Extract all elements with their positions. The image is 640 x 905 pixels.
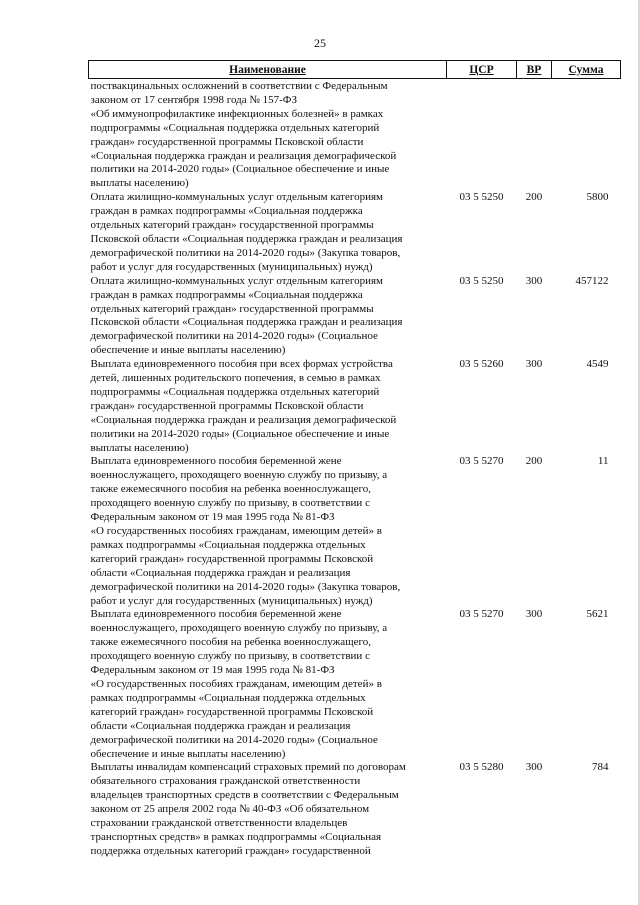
table-row bbox=[89, 761, 621, 858]
name-line: Федеральным законом от 19 мая 1995 года № 81-ФЗ bbox=[90, 664, 335, 677]
row-vr: 300 bbox=[525, 761, 543, 774]
name-line: граждан» государственной программы Псковской области bbox=[90, 399, 364, 412]
name-line: отдельных категорий граждан» государственной программы bbox=[90, 302, 374, 315]
header-csr: ЦСР bbox=[447, 61, 517, 79]
row-name bbox=[89, 79, 447, 192]
row-csr: 03 5 5270 bbox=[459, 455, 504, 468]
table-row bbox=[89, 455, 621, 608]
name-line: граждан в рамках подпрограммы «Социальная поддержка bbox=[90, 205, 363, 218]
row-name bbox=[89, 191, 447, 274]
name-line: Выплата единовременного пособия беременной жене bbox=[90, 608, 342, 621]
header-name: Наименование bbox=[89, 61, 447, 79]
table-row bbox=[89, 275, 621, 358]
row-name bbox=[89, 358, 447, 455]
name-line: категорий граждан» государственной программы Псковской bbox=[90, 705, 374, 718]
name-line: демографической политики на 2014-2020 годы» (Социальное bbox=[90, 330, 378, 343]
name-line: Псковской области «Социальная поддержка граждан и реализация bbox=[90, 232, 403, 245]
row-name bbox=[89, 455, 447, 608]
name-line: также ежемесячного пособия на ребенка военнослужащего, bbox=[90, 483, 371, 496]
row-sum: 4549 bbox=[586, 358, 609, 371]
row-sum: 457122 bbox=[575, 274, 609, 287]
row-name bbox=[89, 761, 447, 858]
row-vr: 200 bbox=[525, 191, 543, 204]
row-vr bbox=[517, 79, 552, 192]
name-line: подпрограммы «Социальная поддержка отдельных категорий bbox=[90, 121, 380, 134]
name-line: «О государственных пособиях гражданам, имеющим детей» в bbox=[90, 677, 382, 690]
name-line: Выплата единовременного пособия при всех формах устройства bbox=[90, 358, 393, 371]
row-vr: 300 bbox=[525, 358, 543, 371]
name-line: обеспечение и иные выплаты населению) bbox=[90, 344, 286, 357]
name-line: законом от 25 апреля 2002 года № 40-ФЗ «Об обязательном bbox=[90, 803, 370, 816]
name-line: «Об иммунопрофилактике инфекционных болезней» в рамках bbox=[90, 107, 384, 120]
name-line: «Социальная поддержка граждан и реализация демографической bbox=[90, 149, 397, 162]
name-line: демографической политики на 2014-2020 годы» (Закупка товаров, bbox=[90, 246, 401, 259]
name-line: также ежемесячного пособия на ребенка военнослужащего, bbox=[90, 636, 371, 649]
name-line: проходящего военную службу по призыву, в соответствии с bbox=[90, 497, 370, 510]
row-csr: 03 5 5260 bbox=[459, 358, 504, 371]
row-sum: 5621 bbox=[586, 608, 609, 621]
name-line: граждан в рамках подпрограммы «Социальная поддержка bbox=[90, 288, 363, 301]
row-sum: 5800 bbox=[586, 191, 609, 204]
name-line: поддержка отдельных категорий граждан» государственной bbox=[90, 844, 371, 857]
name-line: Выплата единовременного пособия беременной жене bbox=[90, 455, 342, 468]
name-line: страховании гражданской ответственности владельцев bbox=[90, 817, 348, 830]
name-line: рамках подпрограммы «Социальная поддержка отдельных bbox=[90, 691, 366, 704]
table-row bbox=[89, 358, 621, 455]
header-row bbox=[89, 61, 621, 79]
name-line: политики на 2014-2020 годы» (Социальное обеспечение и иные bbox=[90, 427, 390, 440]
name-line: Федеральным законом от 19 мая 1995 года № 81-ФЗ bbox=[90, 511, 335, 524]
header-vr: ВР bbox=[517, 61, 552, 79]
row-sum: 11 bbox=[597, 455, 609, 468]
page-number: 25 bbox=[314, 36, 326, 50]
row-csr: 03 5 5250 bbox=[459, 191, 504, 204]
table-row bbox=[89, 79, 621, 192]
name-line: работ и услуг для государственных (муниципальных) нужд) bbox=[90, 594, 373, 607]
table-row bbox=[89, 191, 621, 274]
name-line: военнослужащего, проходящего военную службу по призыву, а bbox=[90, 622, 388, 635]
name-line: области «Социальная поддержка граждан и реализация bbox=[90, 719, 351, 732]
name-line: транспортных средств» в рамках подпрограммы «Социальная bbox=[90, 830, 382, 843]
row-sum: 784 bbox=[592, 761, 609, 774]
row-vr: 300 bbox=[525, 274, 543, 287]
row-csr: 03 5 5270 bbox=[459, 608, 504, 621]
name-line: военнослужащего, проходящего военную службу по призыву, а bbox=[90, 469, 388, 482]
header-sum: Сумма bbox=[552, 61, 621, 79]
name-line: «Социальная поддержка граждан и реализация демографической bbox=[90, 413, 397, 426]
name-line: работ и услуг для государственных (муниципальных) нужд) bbox=[90, 260, 373, 273]
name-line: Псковской области «Социальная поддержка граждан и реализация bbox=[90, 316, 403, 329]
row-sum bbox=[552, 79, 621, 192]
name-line: категорий граждан» государственной программы Псковской bbox=[90, 552, 374, 565]
name-line: демографической политики на 2014-2020 годы» (Закупка товаров, bbox=[90, 580, 401, 593]
name-line: Выплаты инвалидам компенсаций страховых премий по договорам bbox=[90, 761, 406, 774]
row-csr: 03 5 5250 bbox=[459, 274, 504, 287]
name-line: поствакцинальных осложнений в соответствии с Федеральным bbox=[90, 80, 388, 92]
row-vr: 200 bbox=[525, 455, 543, 468]
row-name bbox=[89, 275, 447, 358]
row-csr bbox=[447, 79, 517, 192]
name-line: детей, лишенных родительского попечения, в семью в рамках bbox=[90, 372, 381, 385]
budget-table bbox=[88, 60, 621, 859]
name-line: политики на 2014-2020 годы» (Социальное обеспечение и иные bbox=[90, 163, 390, 176]
row-name bbox=[89, 608, 447, 761]
name-line: рамках подпрограммы «Социальная поддержка отдельных bbox=[90, 538, 366, 551]
table-row bbox=[89, 608, 621, 761]
name-line: «О государственных пособиях гражданам, имеющим детей» в bbox=[90, 525, 382, 537]
name-line: подпрограммы «Социальная поддержка отдельных категорий bbox=[90, 385, 380, 398]
name-line: обеспечение и иные выплаты населению) bbox=[90, 747, 286, 760]
name-line: обязательного страхования гражданской ответственности bbox=[90, 775, 361, 788]
name-line: законом от 17 сентября 1998 года № 157-ФЗ bbox=[90, 93, 297, 106]
name-line: выплаты населению) bbox=[90, 441, 189, 454]
table-header bbox=[89, 61, 621, 79]
name-line: области «Социальная поддержка граждан и реализация bbox=[90, 566, 351, 579]
name-line: владельцев транспортных средств в соответствии с Федеральным bbox=[90, 789, 399, 802]
row-csr: 03 5 5280 bbox=[459, 761, 504, 774]
name-line: проходящего военную службу по призыву, в соответствии с bbox=[90, 650, 370, 663]
name-line: Оплата жилищно-коммунальных услуг отдельным категориям bbox=[90, 274, 384, 287]
name-line: граждан» государственной программы Псковской области bbox=[90, 135, 364, 148]
name-line: демографической политики на 2014-2020 годы» (Социальное bbox=[90, 733, 378, 746]
name-line: выплаты населению) bbox=[90, 177, 189, 190]
name-line: Оплата жилищно-коммунальных услуг отдельным категориям bbox=[90, 191, 384, 204]
row-vr: 300 bbox=[525, 608, 543, 621]
name-line: отдельных категорий граждан» государственной программы bbox=[90, 219, 374, 232]
table-body bbox=[89, 79, 621, 859]
